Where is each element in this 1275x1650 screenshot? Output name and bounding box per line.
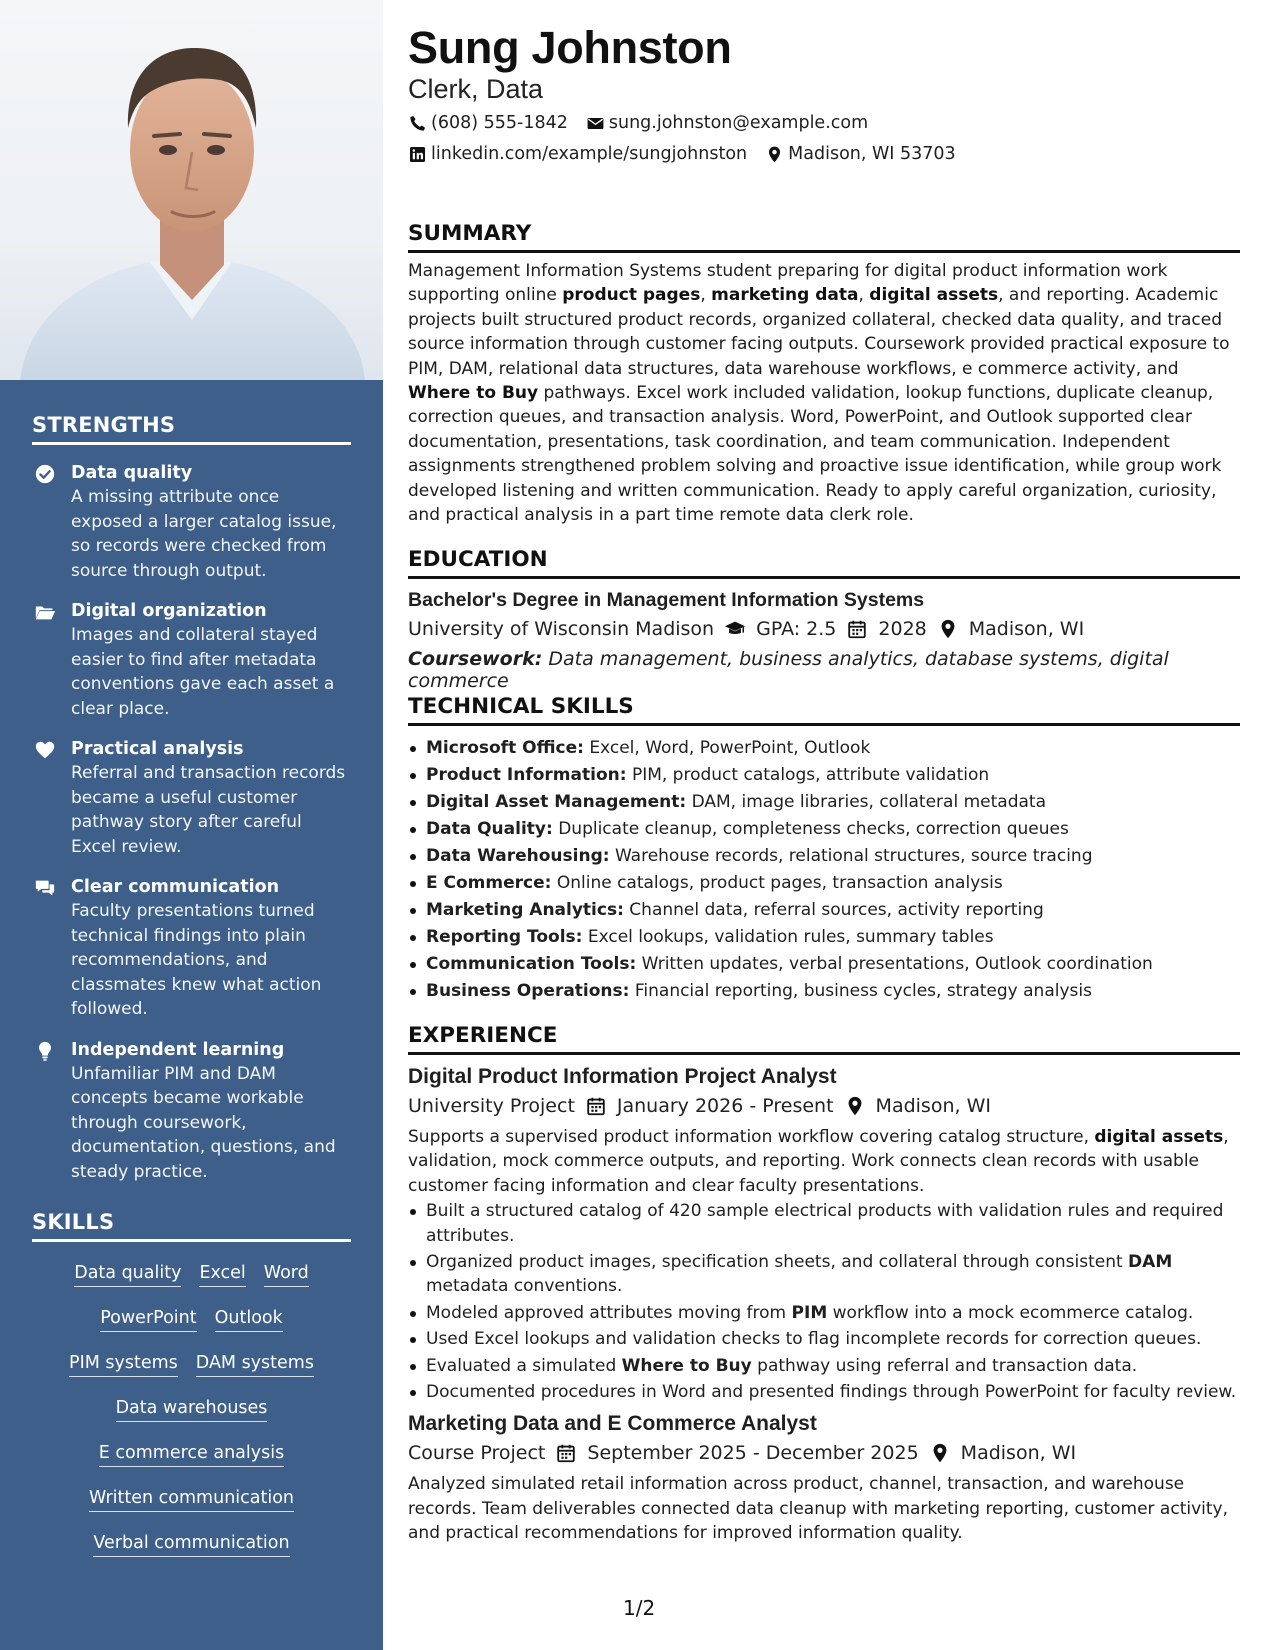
- skill-value: Online catalogs, product pages, transaction analysis: [556, 873, 1003, 893]
- bold-text: product pages: [562, 285, 701, 306]
- linkedin-icon: [408, 145, 427, 164]
- skill-row: [32, 1252, 351, 1297]
- strength-item: [32, 737, 351, 859]
- strength-item: [32, 875, 351, 1022]
- list-item: [408, 1354, 1240, 1378]
- skill-tag: Written communication: [89, 1488, 294, 1512]
- skill-tag: Data warehouses: [116, 1398, 268, 1422]
- strengths-heading: STRENGTHS: [32, 413, 351, 445]
- strength-title: Independent learning: [71, 1039, 285, 1060]
- calendar-icon: [555, 1442, 577, 1464]
- linkedin-contact[interactable]: [408, 144, 747, 164]
- list-item: [408, 924, 1240, 951]
- skill-label: Product Information:: [426, 765, 627, 785]
- linkedin-link[interactable]: linkedin.com/example/sungjohnston: [431, 144, 748, 164]
- skill-tag: PIM systems: [69, 1353, 178, 1377]
- skill-row: [32, 1387, 351, 1432]
- list-item: [408, 735, 1240, 762]
- profile-photo: [0, 0, 383, 380]
- text-run: Supports a supervised product information workflow covering catalog structure,: [408, 1127, 1095, 1147]
- job-role: Digital Product Information Project Analyst: [408, 1065, 837, 1088]
- job-org: University Project: [408, 1095, 575, 1117]
- skill-label: Data Warehousing:: [426, 846, 610, 866]
- skill-label: Reporting Tools:: [426, 927, 583, 947]
- experience-heading: EXPERIENCE: [408, 1023, 1240, 1055]
- strength-title: Practical analysis: [71, 739, 244, 759]
- chat-bubbles-icon: [34, 877, 56, 899]
- candidate-name: Sung Johnston: [408, 22, 732, 73]
- text-run: , validation, mock commerce outputs, and reporting. Work connects clean records with usable customer facing information and clear faculty presentations.: [408, 1127, 1229, 1196]
- bold-text: marketing data: [711, 285, 859, 306]
- skill-value: Duplicate cleanup, completeness checks, correction queues: [558, 819, 1069, 839]
- phone-contact: [408, 113, 568, 133]
- text-run: , and reporting. Academic projects built structured product records, organized collateral, checked data quality, and traced source information through customer facing outputs. Coursework provided practical exposure to PIM, DAM, relational data structures, data warehouse workflows, e commerce activity, and: [408, 285, 1230, 379]
- skill-value: DAM, image libraries, collateral metadata: [691, 792, 1046, 812]
- list-item: [408, 843, 1240, 870]
- skill-tag: Verbal communication: [93, 1533, 289, 1557]
- location-text: Madison, WI 53703: [788, 144, 956, 164]
- job-bullets: [408, 1199, 1240, 1404]
- page-number: 1/2: [623, 1596, 656, 1620]
- candidate-title: Clerk, Data: [408, 74, 544, 104]
- text-run: Evaluated a simulated: [426, 1355, 622, 1376]
- education-section: [408, 547, 1240, 692]
- bold-text: digital assets: [869, 285, 999, 306]
- location-contact: [765, 144, 956, 164]
- phone-icon: [408, 114, 427, 133]
- skill-row: [32, 1297, 351, 1342]
- strength-title: Clear communication: [71, 877, 280, 897]
- strength-item: [32, 599, 351, 721]
- coursework-line: [408, 648, 1240, 692]
- job-dates: January 2026 - Present: [616, 1095, 834, 1117]
- skill-row: [32, 1432, 351, 1477]
- check-circle-icon: [34, 463, 56, 485]
- skill-tag: Outlook: [215, 1308, 283, 1332]
- skill-label: Communication Tools:: [426, 954, 637, 974]
- summary-heading: SUMMARY: [408, 221, 1240, 253]
- text-run: workflow into a mock ecommerce catalog.: [827, 1302, 1194, 1323]
- calendar-icon: [846, 618, 868, 640]
- text-run: Modeled approved attributes moving from: [426, 1302, 792, 1323]
- skill-tag: Data quality: [74, 1263, 181, 1287]
- strength-text: Referral and transaction records became a useful customer pathway story after careful Excel review.: [71, 763, 346, 857]
- job-entry: [408, 1412, 1240, 1545]
- portrait-illustration: [0, 0, 383, 380]
- skill-label: Business Operations:: [426, 981, 630, 1001]
- bold-text: Where to Buy: [408, 383, 539, 404]
- strength-title: Digital organization: [71, 601, 267, 621]
- summary-section: [408, 221, 1240, 527]
- list-item: [408, 897, 1240, 924]
- skill-value: Excel lookups, validation rules, summary tables: [587, 927, 994, 947]
- map-pin-icon: [765, 145, 784, 164]
- text-run: pathway using referral and transaction data.: [751, 1355, 1138, 1376]
- job-entry: [408, 1065, 1240, 1404]
- map-pin-icon: [937, 618, 959, 640]
- bold-text: DAM: [1128, 1252, 1173, 1273]
- text-run: ,: [700, 285, 712, 306]
- calendar-icon: [585, 1095, 607, 1117]
- skills-tags: [32, 1252, 351, 1567]
- text-run: Analyzed simulated retail information across product, channel, transaction, and warehouse records. Team deliverables connected data cleanup with marketing reporting, customer activity, and practical recommendations for improved information quality.: [408, 1474, 1229, 1544]
- folder-open-icon: [34, 601, 56, 623]
- list-item: [408, 1327, 1240, 1351]
- heart-icon: [34, 739, 56, 761]
- job-location: Madison, WI: [960, 1442, 1077, 1465]
- strength-title: Data quality: [71, 463, 193, 483]
- job-meta: [408, 1095, 1240, 1117]
- job-org: Course Project: [408, 1442, 546, 1465]
- list-item: [408, 978, 1240, 1005]
- skill-value: Written updates, verbal presentations, Outlook coordination: [641, 954, 1153, 974]
- job-description: [408, 1472, 1240, 1545]
- text-run: Management Information Systems student preparing for digital product information work supporting online: [408, 261, 1168, 306]
- graduation-year: 2028: [878, 618, 927, 640]
- education-heading: EDUCATION: [408, 547, 1240, 579]
- strength-item: [32, 461, 351, 583]
- skill-tag: E commerce analysis: [99, 1443, 284, 1467]
- education-meta: [408, 618, 1240, 640]
- summary-text: [408, 259, 1240, 527]
- list-item: [408, 1380, 1240, 1404]
- list-item: [408, 870, 1240, 897]
- skill-row: [32, 1522, 351, 1567]
- job-location: Madison, WI: [875, 1095, 991, 1117]
- technical-skills-list: [408, 735, 1240, 1005]
- graduation-cap-icon: [724, 618, 746, 640]
- skill-value: Financial reporting, business cycles, strategy analysis: [634, 981, 1092, 1001]
- strength-text: Images and collateral stayed easier to find after metadata conventions gave each asset a clear place.: [71, 625, 335, 719]
- strength-text: Unfamiliar PIM and DAM concepts became workable through coursework, documentation, questions, and steady practice.: [71, 1063, 336, 1182]
- skill-tag: Excel: [199, 1263, 245, 1287]
- skill-label: Digital Asset Management:: [426, 792, 687, 812]
- list-item: [408, 762, 1240, 789]
- degree-title: Bachelor's Degree in Management Information Systems: [408, 589, 925, 611]
- email-contact[interactable]: [586, 113, 868, 133]
- skill-row: [32, 1477, 351, 1522]
- list-item: [408, 816, 1240, 843]
- text-run: ,: [858, 285, 870, 306]
- text-run: Documented procedures in Word and presented findings through PowerPoint for faculty review.: [426, 1382, 1237, 1403]
- skill-value: PIM, product catalogs, attribute validation: [631, 765, 990, 785]
- text-run: metadata conventions.: [426, 1276, 623, 1297]
- strength-text: Faculty presentations turned technical findings into plain recommendations, and classmates knew what action followed.: [71, 901, 322, 1019]
- coursework-label: Coursework:: [408, 648, 543, 670]
- bold-text: PIM: [791, 1302, 828, 1323]
- skill-label: Microsoft Office:: [426, 738, 584, 758]
- list-item: [408, 1250, 1240, 1299]
- contact-row-1: [408, 113, 868, 133]
- skill-label: E Commerce:: [426, 873, 552, 893]
- job-dates: September 2025 - December 2025: [587, 1442, 919, 1465]
- text-run: Built a structured catalog of 420 sample electrical products with validation rules and required attributes.: [426, 1201, 1224, 1246]
- skill-value: Warehouse records, relational structures, source tracing: [614, 846, 1093, 866]
- skill-tag: Word: [264, 1263, 309, 1287]
- lightbulb-icon: [34, 1040, 56, 1062]
- skill-value: Excel, Word, PowerPoint, Outlook: [589, 738, 871, 758]
- list-item: [408, 1199, 1240, 1248]
- skill-tag: PowerPoint: [100, 1308, 196, 1332]
- experience-section: [408, 1023, 1240, 1546]
- sidebar: [0, 0, 383, 1650]
- skill-value: Channel data, referral sources, activity reporting: [629, 900, 1044, 920]
- strength-item: [32, 1038, 351, 1185]
- skills-section: [32, 1210, 351, 1567]
- job-role: Marketing Data and E Commerce Analyst: [408, 1412, 817, 1436]
- bold-text: Where to Buy: [621, 1355, 752, 1376]
- technical-skills-section: [408, 694, 1240, 1005]
- map-pin-icon: [844, 1095, 866, 1117]
- skills-heading: SKILLS: [32, 1210, 351, 1242]
- contact-row-2: [408, 144, 956, 164]
- technical-skills-heading: TECHNICAL SKILLS: [408, 694, 1240, 726]
- skill-tag: DAM systems: [196, 1353, 314, 1377]
- email-link[interactable]: sung.johnston@example.com: [608, 113, 869, 133]
- gpa-value: GPA: 2.5: [756, 618, 837, 640]
- list-item: [408, 951, 1240, 978]
- map-pin-icon: [929, 1442, 951, 1464]
- text-run: Used Excel lookups and validation checks to flag incomplete records for correction queues.: [426, 1329, 1202, 1350]
- strength-text: A missing attribute once exposed a larger catalog issue, so records were checked from source through output.: [71, 487, 337, 581]
- bold-text: digital assets: [1094, 1127, 1224, 1147]
- envelope-icon: [586, 114, 605, 133]
- strengths-section: [32, 413, 351, 1184]
- list-item: [408, 789, 1240, 816]
- job-meta: [408, 1442, 1240, 1464]
- text-run: Organized product images, specification sheets, and collateral through consistent: [426, 1252, 1129, 1273]
- skill-label: Marketing Analytics:: [426, 900, 624, 920]
- school-name: University of Wisconsin Madison: [408, 618, 715, 640]
- skill-label: Data Quality:: [426, 819, 553, 839]
- skill-row: [32, 1342, 351, 1387]
- text-run: pathways. Excel work included validation, lookup functions, duplicate cleanup, correction queues, and transaction analysis. Word, PowerPoint, and Outlook supported clear documentation, presentations, task coordination, and team communication. Independent assignments strengthened problem solving and proactive issue identification, while group work developed listening and written communication. Ready to apply careful organization, curiosity, and practical analysis in a part time remote data clerk role.: [408, 383, 1222, 526]
- list-item: [408, 1301, 1240, 1325]
- phone-number: (608) 555-1842: [431, 113, 568, 133]
- coursework-text: Data management, business analytics, database systems, digital commerce: [408, 648, 1169, 692]
- job-description: [408, 1125, 1240, 1198]
- education-location: Madison, WI: [968, 618, 1085, 640]
